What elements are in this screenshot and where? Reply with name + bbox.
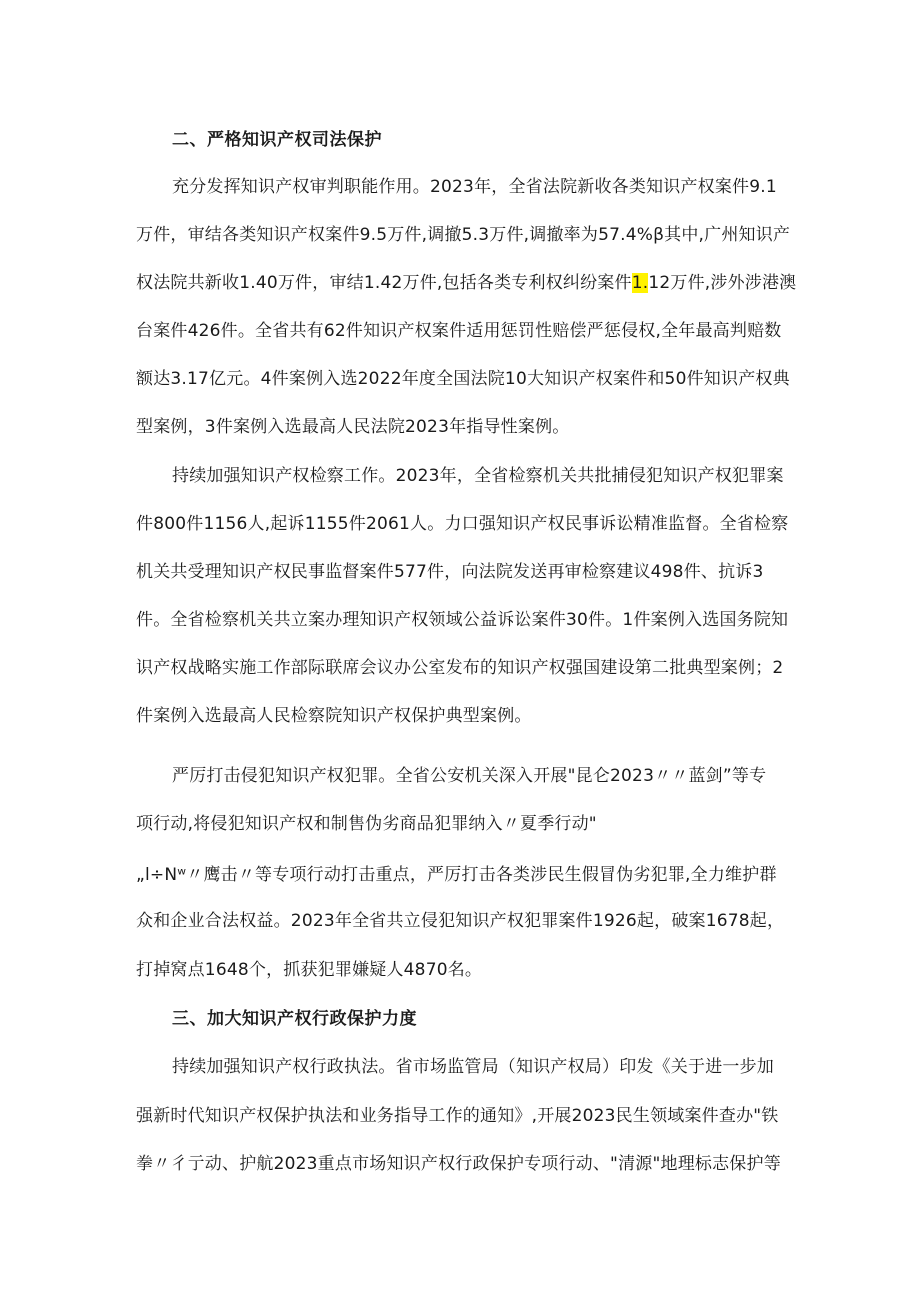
paragraph-line: 持续加强知识产权检察工作。2023年，全省检察机关共批捕侵犯知识产权犯罪案 [172, 466, 784, 486]
paragraph-line: 打掉窝点1648个，抓获犯罪嫌疑人4870名。 [136, 960, 483, 980]
text-segment: 权法院共新收1.40万件，审结1.42万件,包括各类专利权纠纷案件 [136, 273, 632, 293]
paragraph-line: 件案例入选最高人民检察院知识产权保护典型案例。 [136, 706, 532, 726]
paragraph-line: 额达3.17亿元。4件案例入选2022年度全国法院10大知识产权案件和50件知识产权典 [136, 369, 790, 389]
paragraph-line: 万件，审结各类知识产权案件9.5万件,调撤5.3万件,调撤率为57.4%β其中,广州知识产 [136, 225, 791, 245]
paragraph-line: 台案件426件。全省共有62件知识产权案件适用惩罚性赔偿严惩侵权,全年最高判赔数 [136, 321, 782, 341]
paragraph-line: 持续加强知识产权行政执法。省市场监管局（知识产权局）印发《关于进一步加 [172, 1057, 774, 1077]
paragraph-line: 充分发挥知识产权审判职能作用。2023年，全省法院新收各类知识产权案件9.1 [172, 177, 777, 197]
paragraph-line: 严厉打击侵犯知识产权犯罪。全省公安机关深入开展"昆仑2023〃〃蓝剑”等专 [172, 766, 767, 786]
paragraph-line: 件800件1156人,起诉1155件2061人。力口强知识产权民事诉讼精准监督。全省检察 [136, 514, 789, 534]
section-heading-3: 三、加大知识产权行政保护力度 [172, 1009, 417, 1029]
paragraph-line: 众和企业合法权益。2023年全省共立侵犯知识产权犯罪案件1926起，破案1678起， [136, 911, 785, 931]
paragraph-line: 项行动,将侵犯知识产权和制售伪劣商品犯罪纳入〃夏季行动" [136, 814, 597, 834]
paragraph-line: 型案例，3件案例入选最高人民法院2023年指导性案例。 [136, 417, 570, 437]
paragraph-line: 件。全省检察机关共立案办理知识产权领域公益诉讼案件30件。1件案例入选国务院知 [136, 610, 789, 630]
paragraph-line: 机关共受理知识产权民事监督案件577件，向法院发送再审检察建议498件、抗诉3 [136, 562, 764, 582]
text-segment: 12万件,涉外涉港澳 [648, 273, 797, 293]
section-heading-2: 二、严格知识产权司法保护 [172, 130, 382, 150]
paragraph-line [136, 268, 796, 293]
paragraph-line: 强新时代知识产权保护执法和业务指导工作的通知》,开展2023民生领域案件查办"铁 [136, 1106, 779, 1126]
paragraph-line: 识产权战略实施工作部际联席会议办公室发布的知识产权强国建设第二批典型案例；2 [136, 658, 784, 678]
paragraph-line: „l÷Nʷ〃鹰击〃等专项行动打击重点，严厉打击各类涉民生假冒伪劣犯罪,全力维护群 [136, 865, 777, 885]
paragraph-line: 拳〃彳亍动、护航2023重点市场知识产权行政保护专项行动、"清源"地理标志保护等 [136, 1154, 781, 1174]
highlighted-text: 1. [631, 273, 649, 293]
